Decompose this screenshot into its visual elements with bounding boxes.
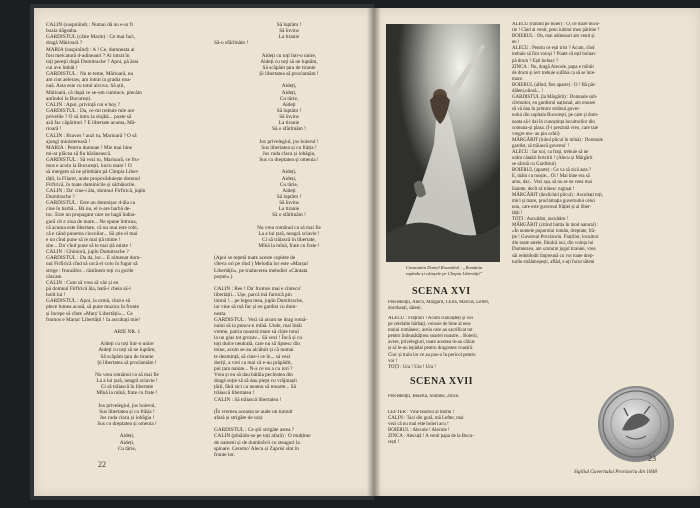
text-line: tății, la Filaret, unde propovăduiește domnul [46, 175, 140, 182]
text-line: afară și strigăte de ura) [214, 415, 263, 421]
text-line: poștei».) [214, 273, 233, 280]
text-line: CALIN : Apoi, privință cui e boy ? [46, 101, 121, 108]
text-line: Aideți, [119, 439, 135, 446]
text-line: (În vremea aceasta se aude un tumult [214, 408, 293, 415]
text-line: CALIN : Bravos ! auzi tu, Marioară ? O să [46, 132, 137, 139]
text-line: Aideți [282, 101, 296, 108]
text-line: Aideți, [119, 433, 135, 440]
text-line: Să învins [279, 200, 299, 207]
page-number-right: 23 [648, 454, 656, 463]
text-line: MĂRGĂRIT (dezlichid plicul) : Ascultați toți, [512, 192, 603, 198]
scene-17-cast-text: Precedenții, Boierul, Slumne, Zincu. [388, 394, 460, 399]
text-line: Ciuc și traiu lor ce au pus-o în pericol pentru [388, 352, 476, 358]
text-line: «În numele poporului român, dreptate, fră- [512, 229, 596, 235]
text-line: să mergem să ne plimbăm pă Cîmpia Liber- [46, 169, 139, 176]
text-line: Să-o sfărîmăm ! [214, 40, 249, 47]
text-line: trebuie să fim voioși ? Poate că ești bolnav [512, 52, 596, 58]
text-line: hold lui ! [46, 292, 66, 299]
text-line: fost melcatură d-adineauri ? Ai intrat în [46, 52, 130, 59]
text-line: Mînă la mînă, frate cu frate ! [96, 390, 158, 397]
text-line: Aideți, [281, 83, 297, 90]
text-line: am ciut aeleraw, am intrat la gradia noa- [46, 77, 132, 84]
text-line: pentru îmbunătățirea soartei noastre... Boierii, [388, 334, 478, 340]
text-line: Să scăpăm țara de tiranie [100, 353, 154, 360]
text-line: te dezmință, să cine-i ce în... să vezi [214, 353, 291, 360]
text-line: cîteva ori pe rînd ) Melodia lor este «Marșul [214, 261, 308, 268]
text-line: pe celelalte bărbați, voiosie de bine al nea- [388, 322, 472, 328]
text-line: trăiască libertatea ! [214, 390, 255, 397]
text-line: Mărioară, că după ce se-om cumince, plecăm [46, 89, 142, 96]
text-line: ALECU : Frațilori ! Acum cunoașteți și voi [388, 316, 473, 321]
text-line: Jos ruda claca și iobăgia, [262, 150, 316, 157]
text-line: iar vine să mă fac și eu gardist cu dum- [214, 304, 298, 311]
text-line: dragă Mărioară ? [46, 40, 83, 47]
text-line: TOȚI : Ura ! Ura ! Ura ! [388, 364, 436, 370]
text-line: plece lumea acasă, să pune muzica în frunte [46, 304, 139, 311]
text-line: Și libertatea să proclamăm ! [259, 71, 319, 78]
text-line: toți dulce neutrală, care nu să lipsesc din [214, 341, 300, 348]
text-line: ZINCA : Nu, dragă Alecule, papa e mîniit [512, 64, 594, 70]
text-line: Aideți cu toți într-o unire, [261, 52, 317, 59]
text-line: de drum și iert trebuie sufăhă ca să se înte- [512, 70, 596, 76]
scene-17-title: SCENA XVII [410, 376, 474, 387]
text-line: nou, care este guvernul frăției și al liber- [512, 204, 592, 210]
text-line: rie ! Cînd ai venit, preu iubitul meu părinte ? [512, 28, 600, 34]
left-page-column-2 [214, 22, 364, 462]
text-line: Jos ruda claca și iobăgia ! [99, 415, 155, 421]
text-line: La tiranie [278, 206, 300, 213]
text-line: mi-ar plăcea să fiu bărănească. [46, 150, 112, 157]
text-line: GARDISTUL : Da, ce-mi trebuie mie ace [46, 107, 135, 114]
text-line: La tiranie [278, 34, 300, 41]
text-line: rioară ! [46, 126, 62, 133]
text-line: La tiranie [278, 120, 300, 127]
text-line: Cu tărie, [279, 95, 299, 102]
text-line: avere, privelegiuri, toate acestea le-au călcat [388, 340, 475, 346]
text-line: BOIERUL (aparte) : Ce va să zică asta ? [512, 168, 592, 174]
text-line: pă domnul Firfirică ăla, hată-i cheia să-l [46, 286, 131, 293]
text-line: CALIN : Ree ! Da' frumos mai e cîntecu' [214, 286, 301, 293]
text-line: mici și mare, proclamația guvernului celui [512, 198, 595, 204]
text-line: Aideți, [281, 169, 297, 176]
text-line: Nu vrea românul ca să mai fie [95, 372, 159, 379]
text-line: Să învins [279, 28, 299, 35]
text-line: libertății... Ușe, parcă mă furnică pin [214, 292, 292, 299]
text-line: turile străămoșești, aflăd, s-ați facut săteni [512, 259, 595, 265]
text-line: eu ! [512, 40, 520, 46]
right-page-column-2 [512, 22, 690, 272]
scene-17-cast [388, 394, 504, 400]
text-line: săi redobîndit împreună cu voi toate drep- [512, 253, 595, 259]
scene-16-cast-text: Precedenții, Alecu, Mărgărit, Chira, Marcus, Lefter, dorobanți, săteni. [388, 300, 490, 312]
text-line: Libertății», pe traducerea melodiei «Cântata [214, 267, 308, 274]
text-line: Vrea și eu să dau bătăia pecinstea din [214, 372, 293, 379]
text-line: Aideți cu toți să ne luptăm, [98, 347, 156, 354]
text-line: ază fac căpăritori ? E libertate acuma, Mă- [46, 120, 136, 127]
text-line: ALECU : Pentru ce ești trist ? Acum, cînd [512, 46, 595, 52]
book-gutter [367, 8, 381, 496]
text-line: rești ! [388, 440, 400, 446]
text-line: Aideți cu toți să ne luptăm, [260, 58, 318, 65]
text-line: nul Firfirică cînd să urcă el colo în fugur să [46, 261, 138, 268]
text-line: (Apoi se repetă toate aceste cuplete de [214, 255, 296, 262]
text-line: cîrmuitor, eu gardistul național, am onoare [512, 101, 596, 107]
text-line: se sărută cu Gardistul) [512, 162, 556, 168]
text-line: Sus cu dreptatea și omenia ! [97, 421, 157, 428]
text-line: gardist, să trăiască guvernu' ! [512, 143, 569, 149]
text-line: CALIN : Da' cine-i ăla, domnul Firfirică, jupîn [46, 187, 146, 194]
text-line: inimă !... pe legea mea, jupîn Dumitrache, [214, 298, 304, 305]
painting-caption-line: Constantin Daniel Rosenthal : „România [405, 265, 483, 270]
text-line: LEFTER : Vine boierul al bătrîn ! [388, 410, 455, 415]
text-line: ZINCA : Alecuță ! A venit papa de la Bucu- [388, 434, 474, 440]
text-line: comuna-și plasa. (I-l prezintă vreo, care taie [512, 125, 599, 131]
provisional-government-seal [598, 386, 674, 462]
text-line: neata să-l dai în cunoștința locuitorilor din [512, 119, 595, 125]
text-line: dăleni,olioră... ! [512, 89, 544, 95]
text-line: Aideți [282, 187, 296, 194]
text-line: Jos privelegiul, jos boierul ! [259, 138, 319, 145]
text-line: de oameni și de dumbrăvii cu steaguri la [214, 439, 300, 446]
text-line: Sus cu dreptatea și omenia ! [259, 157, 319, 164]
text-line: Cu tărie, [279, 181, 299, 188]
text-line: înainte, decît să trăiesc ruginat ! [512, 186, 575, 192]
text-line: CALIN : Taci din gură, mă Lefter, mai [388, 416, 464, 422]
text-line: Să scăpăm țara de tiranie [262, 64, 316, 71]
text-line: GARDISTUL : Nu te teme, Mărioară, nu [46, 71, 134, 78]
text-line: CALIN (suspinînd) : Numai dă nu e-ar fi [46, 22, 133, 28]
text-line: CALIN : Cum să vrea să văz și eu [46, 279, 119, 286]
text-line: MĂRGĂRIT (citind hârtia în mod natural) : [512, 223, 599, 229]
text-line: ajungi ministereasă ! [46, 138, 91, 145]
text-line: frunte lor. [214, 451, 235, 458]
painting-romania-breaking-chains [386, 24, 500, 262]
text-line: TOȚI : Ascultăm, ascultăm ! [512, 217, 569, 222]
text-line: vezi că nu mai este boieri acu ! [388, 422, 449, 428]
text-line: privelile ? O să intru la slujbă... poate să [46, 114, 132, 121]
text-line: La a lui țară, neagră sclavie ! [258, 230, 320, 237]
text-line: căscate. [46, 273, 63, 280]
text-line: GARDISTUL : Vezi că acum ne drag româ- [214, 316, 308, 323]
text-line: nului să ia puncu-n mînă. Unde, mai întâi [214, 322, 302, 329]
text-line: vregre mo- au pin ochii) [512, 131, 560, 137]
text-line: tății ! [512, 210, 523, 216]
text-line: cui ave îmbăt ! [46, 64, 78, 71]
page-number-left: 22 [98, 460, 106, 469]
text-line: ție ! Guvernul Provizoriu. Frațiilor, locuitori [512, 235, 599, 241]
text-line: pă drum ? Ești bolnav ? [512, 58, 559, 64]
text-line: site... Da' cînd pune să le mai țiă minte ! [46, 243, 132, 250]
text-line: Să luptăm ! [276, 22, 302, 28]
text-line: GARDISTUL : Apoi, la urmă, cînd e să [46, 298, 131, 305]
text-line: doriți, a vrei ca mai că e-au prăpădit, [214, 359, 292, 366]
text-line: BOIERUL (afind, fies aparte) : O ! Bă păr- [512, 82, 597, 88]
text-line: nuă. Asta este cu totul alcova. Să știi, [46, 83, 125, 90]
scene-17-dialogue [388, 410, 504, 450]
text-line: din toate satele, fiindcă noi, din voința lui [512, 241, 594, 247]
text-line: Să învins [279, 114, 299, 121]
text-line: Jos privelegiul, jos boierul, [98, 402, 156, 409]
text-line: MARIA (suspinînd) : A ! Ce, dumneata ai [46, 46, 135, 53]
text-line: Ci să trăiască în libertate, [262, 236, 316, 243]
text-line: Să o sfărîmăm ! [272, 126, 306, 133]
text-line: GARDISTUL (la Mărgărit) : Domnule sub- [512, 95, 598, 101]
text-line: e un cînd pune să le mai țiă minte ! [46, 236, 121, 243]
seal-emblem [598, 386, 674, 462]
text-line: MĂRGĂRIT (luînd plicul în mînă) : Domnule [512, 137, 603, 143]
text-line: voi ! [388, 358, 398, 364]
text-line: GARDISTUL : Da da, loc... E nimenat dom- [46, 255, 141, 262]
text-line: urăm cântări fericirii ! (Alecu și Mărgărit [512, 156, 593, 162]
text-line: ARIE NR. 1 [113, 329, 141, 336]
text-line: Aideți cu toți într-o unire [100, 341, 154, 348]
painting-caption-line: rupîndu-și cătușele pe Cîmpia Libertății” [405, 270, 483, 276]
text-line: GARDISTUL : Să vezi tu, Marioară, ce fru- [46, 157, 140, 164]
text-line: Și libertatea să proclamăm ! [97, 359, 157, 366]
text-line: să vă dau în primire ordinul guver- [512, 107, 581, 113]
text-line: ALECU (rănind pe boier) : O, ce mare bucu- [512, 22, 600, 27]
text-line: Ci să trăiască în libertate [100, 384, 154, 391]
text-line: GARDISTUL : Ce știi strigăte astea ? [214, 427, 295, 434]
text-line: La a lui țară, neagră sclavie ! [96, 378, 158, 385]
text-line: Să luptăm ! [276, 107, 302, 114]
text-line: Firfirică, în toate duminicile și sărbătorile. [46, 181, 136, 188]
text-line: amu, dar... Vezi așa, să nu se ne ceea mai [512, 180, 593, 186]
scene-16-cast [388, 300, 502, 312]
text-line: Sus libertatea și cu frăția ! [99, 408, 155, 415]
text-line: pui țara nainte... N-a ce nu a cu iori ? [214, 365, 293, 372]
left-page-column-1 [46, 22, 208, 462]
text-line: boala dăgeaba. [46, 28, 78, 35]
text-line: Dumitrache ? [46, 193, 75, 200]
text-line: cine în barbă... Bă nu, el n-are barbă de- [46, 206, 132, 213]
text-line: mului românesc, acela care au sacrificat tot [388, 328, 473, 334]
text-line: GARDISTUL (către Marin) : Ce mai faci, [46, 34, 136, 41]
text-line: Să luptăm ! [276, 193, 302, 200]
text-line: strige : frunzălor... rămînem toți cu gurile [46, 267, 134, 274]
text-line: la un glas tot grozav... Să vezi ! Încă și cu [214, 335, 303, 342]
scene-16-title: SCENA XVI [412, 286, 471, 297]
text-line: GARDISTUL : Este un domnișor d-ăla ca [46, 200, 135, 207]
text-line: și să le-au lepădat pentru dragostea voastră. [388, 346, 474, 352]
text-line: CALIN : Ghinioră, jupîn Dumitrache ? [46, 249, 129, 256]
text-line: mine, acum se-au alcătuit și că numai [214, 347, 294, 354]
text-line: CALIN (pînăidu-se pe toți afară) : O mulțime [214, 433, 311, 440]
text-line: Să o sfărîmăm ! [272, 212, 306, 219]
text-line: BOIERUL : Alecule ! Alecule ! [388, 428, 450, 434]
painting-figure-illustration [386, 24, 500, 262]
text-line: ALECU : Iar noi, ca frați, trebuie să ne [512, 149, 589, 155]
text-line: spinare. Ceremo' Alecu și Zaprisi sînt în [214, 445, 299, 452]
text-line: că e cănd punerea ciocoilor... Să știe el mai [46, 230, 138, 237]
text-line: țării, fără sici ca neamu să moarte... Să [214, 384, 296, 391]
text-line: Aideți, [281, 89, 297, 96]
text-line: loc. Este un propagant care ne bagă îndoa- [46, 212, 137, 219]
text-line: MARIA : Pentru dumnae ! Mie mai bine [46, 144, 133, 151]
text-line: Mînă la mînă, frate cu frate ! [258, 243, 320, 250]
text-line: Sus libertatea și cu frăția ! [261, 144, 317, 151]
text-line: amîndoi la București. [46, 95, 92, 102]
text-line: că acuma este libertate, că nu mai este robi, [46, 224, 139, 231]
text-line: E, măiu cu moșie... Oi ! Mai bine era să [512, 174, 590, 180]
painting-caption [388, 265, 500, 276]
text-line: CALIN : Să trăiască libertatea ! [214, 396, 282, 403]
text-line: vreme, patria noastră mare să cînte totul [214, 329, 299, 336]
text-line: nului din capitala București, pe care și dum- [512, 113, 599, 119]
text-line: Nu vrea românul ca să mai fie [257, 224, 321, 231]
text-line: mos e acolo la București, lucru mare ! O [46, 163, 132, 170]
text-line: Dumnezeu, am scuturat jugul tiraniei, vrea [512, 247, 596, 253]
text-line: Cu tărie, [117, 445, 137, 452]
text-line: neata. [214, 310, 227, 317]
text-line: toți pereții după Dumitrache ? Apoi, pă ăsta [46, 58, 139, 65]
scene-16-dialogue [388, 316, 504, 376]
text-line: BOIERUL : Oh, mai adineauri am venit și [512, 34, 595, 40]
text-line: gură cît e ziua de mare... Ne spune întruna, [46, 218, 137, 225]
text-line: și începe să cînte «Marș' Libertății»... Ce [46, 310, 133, 317]
text-line: frumos e Marșu' Libertății ! Ia ascultați mie! [46, 316, 141, 323]
text-line: dragă soție să să dau piept cu vrăjmașii [214, 378, 297, 385]
seal-caption: Sigiliul Guvernului Provizoriu din 1848 [574, 469, 657, 475]
text-line: Aideți, [281, 175, 297, 182]
text-line: mare. [512, 76, 523, 82]
